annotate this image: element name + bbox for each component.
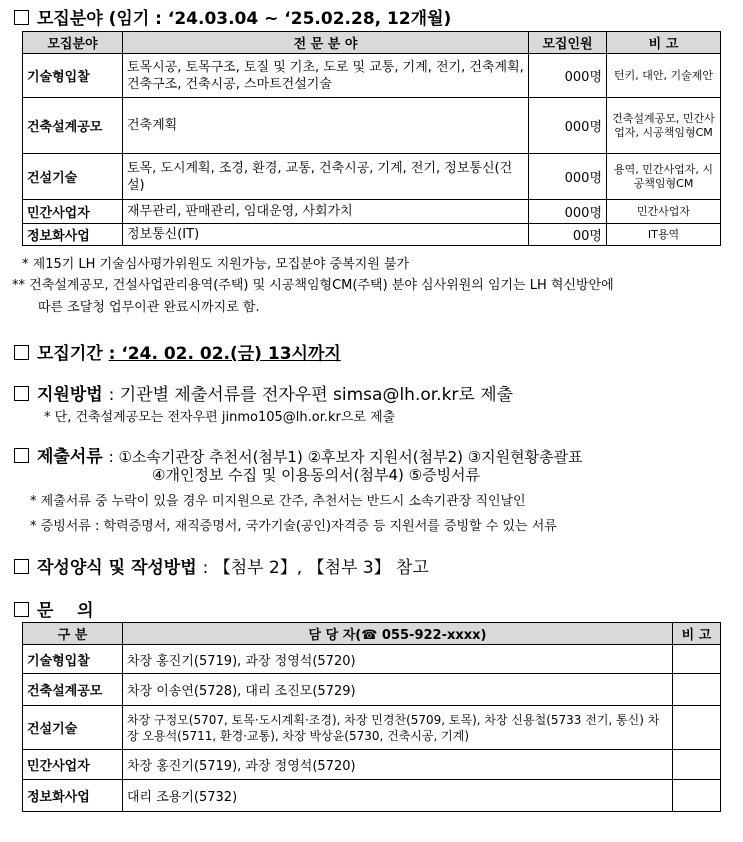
field-count: 000명 xyxy=(529,54,607,98)
field-specialties: 재무관리, 판매관리, 임대운영, 사회가치 xyxy=(123,200,529,224)
field-note: 용역, 민간사업자, 시공책임형CM xyxy=(607,154,721,200)
apply-note: * 단, 건축설계공모는 전자우편 jinmo105@lh.or.kr으로 제출 xyxy=(44,410,396,425)
term-period: (임기 : ‘24.03.04 ~ ‘25.02.28, 12개월) xyxy=(108,9,452,29)
field-count: 000명 xyxy=(529,200,607,224)
header-specialty: 전 문 분 야 xyxy=(123,32,529,54)
section-apply-method xyxy=(14,380,513,405)
table-row xyxy=(23,154,721,200)
table-row xyxy=(23,224,721,246)
documents-note: * 증빙서류 : 학력증명서, 재직증명서, 국가기술(공인)자격증 등 지원서를 증빙할 수 있는 서류 xyxy=(30,519,557,534)
contact-note xyxy=(673,780,721,812)
section-title: 문 의 xyxy=(37,601,94,621)
field-category: 기술형입찰 xyxy=(23,54,123,98)
recruit-deadline: : ‘24. 02. 02.(금) 13시까지 xyxy=(108,344,341,364)
table-row xyxy=(23,98,721,154)
table-row xyxy=(23,780,721,812)
documents-note: * 제출서류 중 누락이 있을 경우 미지원으로 간주, 추천서는 반드시 소속기관장 직인날인 xyxy=(30,494,526,509)
header-count: 모집인원 xyxy=(529,32,607,54)
contact-table xyxy=(22,622,721,812)
contact-person: 대리 조용기(5732) xyxy=(123,780,673,812)
field-note: 턴키, 대안, 기술제안 xyxy=(607,54,721,98)
contact-note xyxy=(673,750,721,780)
footnote: * 제15기 LH 기술심사평가위원도 지원가능, 모집분야 중복지원 불가 xyxy=(22,257,410,272)
field-specialties: 토목시공, 토목구조, 토질 및 기초, 도로 및 교통, 기계, 전기, 건축계획, 건축구조, 건축시공, 스마트건설기술 xyxy=(123,54,529,98)
section-form-guide xyxy=(14,553,429,578)
contact-person: 차장 구정모(5707, 토목·도시계획·조경), 차장 민경찬(5709, 토목), 차장 신용철(5733 전기, 통신) 차장 오용석(5711, 환경·교통), 차장 박상윤(5730, 건축시공, 기계) xyxy=(123,706,673,750)
documents-list: : ①소속기관장 추천서(첨부1) ②후보자 지원서(첨부2) ③지원현황총괄표 xyxy=(108,448,583,466)
field-category: 민간사업자 xyxy=(23,200,123,224)
contact-person: 차장 홍진기(5719), 과장 정영석(5720) xyxy=(123,750,673,780)
contact-category: 정보화사업 xyxy=(23,780,123,812)
field-count: 00명 xyxy=(529,224,607,246)
contact-person: 차장 홍진기(5719), 과장 정영석(5720) xyxy=(123,645,673,674)
section-recruit-period xyxy=(14,339,341,364)
header-field: 모집분야 xyxy=(23,32,123,54)
section-title: 제출서류 xyxy=(37,447,103,467)
header-category: 구 분 xyxy=(23,623,123,645)
checkbox-bullet-icon xyxy=(14,448,29,463)
documents-list-cont: ④개인정보 수집 및 이용동의서(첨부4) ⑤증빙서류 xyxy=(152,466,481,484)
contact-category: 기술형입찰 xyxy=(23,645,123,674)
contact-category: 건축설계공모 xyxy=(23,674,123,706)
form-guide-text: : 【첨부 2】, 【첨부 3】 참고 xyxy=(202,558,429,578)
section-title: 모집기간 xyxy=(37,344,103,364)
field-note: 민간사업자 xyxy=(607,200,721,224)
table-row xyxy=(23,706,721,750)
checkbox-bullet-icon xyxy=(14,10,29,25)
contact-person: 차장 이송연(5728), 대리 조진모(5729) xyxy=(123,674,673,706)
field-category: 건설기술 xyxy=(23,154,123,200)
table-row xyxy=(23,54,721,98)
field-note: IT용역 xyxy=(607,224,721,246)
table-row xyxy=(23,750,721,780)
section-title: 지원방법 xyxy=(37,385,103,405)
header-note: 비 고 xyxy=(607,32,721,54)
section-recruit-field-heading xyxy=(14,4,451,29)
section-contact xyxy=(14,596,94,621)
contact-category: 건설기술 xyxy=(23,706,123,750)
field-count: 000명 xyxy=(529,154,607,200)
field-specialties: 정보통신(IT) xyxy=(123,224,529,246)
field-category: 건축설계공모 xyxy=(23,98,123,154)
table-row xyxy=(23,645,721,674)
contact-note xyxy=(673,645,721,674)
contact-category: 민간사업자 xyxy=(23,750,123,780)
contact-note xyxy=(673,674,721,706)
footnote: 따른 조달청 업무이관 완료시까지로 함. xyxy=(38,300,260,315)
table-row xyxy=(23,674,721,706)
checkbox-bullet-icon xyxy=(14,602,29,617)
footnote: ** 건축설계공모, 건설사업관리용역(주택) 및 시공책임형CM(주택) 분야 심사위원의 임기는 LH 혁신방안에 xyxy=(12,278,614,293)
apply-method-text: : 기관별 제출서류를 전자우편 simsa@lh.or.kr로 제출 xyxy=(108,385,514,405)
field-note: 건축설계공모, 민간사업자, 시공책임형CM xyxy=(607,98,721,154)
field-count: 000명 xyxy=(529,98,607,154)
field-category: 정보화사업 xyxy=(23,224,123,246)
table-row xyxy=(23,200,721,224)
checkbox-bullet-icon xyxy=(14,386,29,401)
header-contact: 담 당 자(☎ 055-922-xxxx) xyxy=(123,623,673,645)
section-title: 모집분야 xyxy=(37,9,103,29)
contact-note xyxy=(673,706,721,750)
section-title: 작성양식 및 작성방법 xyxy=(37,558,197,578)
header-note: 비 고 xyxy=(673,623,721,645)
checkbox-bullet-icon xyxy=(14,345,29,360)
recruit-field-table xyxy=(22,31,721,246)
checkbox-bullet-icon xyxy=(14,559,29,574)
field-specialties: 건축계획 xyxy=(123,98,529,154)
field-specialties: 토목, 도시계획, 조경, 환경, 교통, 건축시공, 기계, 전기, 정보통신(건설) xyxy=(123,154,529,200)
